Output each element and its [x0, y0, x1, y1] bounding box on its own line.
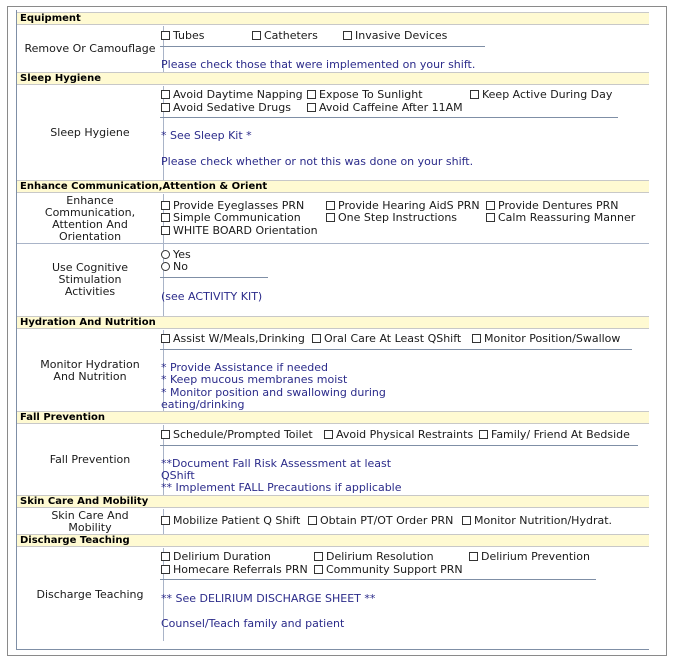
section-header-equipment: Equipment: [17, 12, 649, 25]
divider: [160, 579, 596, 580]
one-step-instructions-checkbox[interactable]: [326, 213, 335, 222]
provide-eyeglasses-option[interactable]: Provide Eyeglasses PRN: [161, 200, 304, 212]
community-support-checkbox[interactable]: [314, 565, 323, 574]
counsel-teach-note: Counsel/Teach family and patient: [161, 617, 345, 630]
provide-hearing-aids-checkbox[interactable]: [326, 201, 335, 210]
schedule-toilet-checkbox[interactable]: [161, 430, 170, 439]
delirium-resolution-option[interactable]: Delirium Resolution: [314, 551, 434, 563]
avoid-daytime-napping-option[interactable]: Avoid Daytime Napping: [161, 89, 303, 101]
oral-care-checkbox[interactable]: [312, 334, 321, 343]
avoid-sedative-drugs-checkbox[interactable]: [161, 103, 170, 112]
hydration-note-1: * Provide Assistance if needed: [161, 361, 329, 374]
delirium-resolution-checkbox[interactable]: [314, 552, 323, 561]
calm-reassuring-option[interactable]: Calm Reassuring Manner: [486, 212, 635, 224]
hydration-note-4: eating/drinking: [161, 398, 245, 411]
community-support-option[interactable]: Community Support PRN: [314, 564, 463, 576]
delirium-duration-checkbox[interactable]: [161, 552, 170, 561]
sleep-instruction-note: Please check whether or not this was done on your shift.: [161, 155, 474, 168]
simple-communication-checkbox[interactable]: [161, 213, 170, 222]
delirium-sheet-note: ** See DELIRIUM DISCHARGE SHEET **: [161, 592, 376, 605]
homecare-referrals-option[interactable]: Homecare Referrals PRN: [161, 564, 308, 576]
white-board-checkbox[interactable]: [161, 226, 170, 235]
mobilize-patient-option[interactable]: Mobilize Patient Q Shift: [161, 515, 300, 527]
calm-reassuring-checkbox[interactable]: [486, 213, 495, 222]
label-sleep-hygiene: Sleep Hygiene: [17, 86, 164, 180]
cognitive-no-option[interactable]: No: [161, 261, 188, 273]
monitor-nutrition-checkbox[interactable]: [462, 516, 471, 525]
avoid-caffeine-option[interactable]: Avoid Caffeine After 11AM: [307, 102, 463, 114]
obtain-pt-ot-option[interactable]: Obtain PT/OT Order PRN: [308, 515, 453, 527]
label-cognitive-stimulation: Use Cognitive Stimulation Activities: [17, 244, 164, 316]
expose-to-sunlight-option[interactable]: Expose To Sunlight: [307, 89, 423, 101]
avoid-caffeine-checkbox[interactable]: [307, 103, 316, 112]
divider: [160, 46, 485, 47]
fall-note-2: QShift: [161, 469, 195, 482]
keep-active-option[interactable]: Keep Active During Day: [470, 89, 612, 101]
hydration-note-2: * Keep mucous membranes moist: [161, 373, 348, 386]
label-monitor-hydration: Monitor Hydration And Nutrition: [17, 330, 164, 411]
divider: [160, 277, 268, 278]
provide-dentures-checkbox[interactable]: [486, 201, 495, 210]
delirium-prevention-option[interactable]: Delirium Prevention: [469, 551, 590, 563]
activity-kit-note: (see ACTIVITY KIT): [161, 290, 263, 303]
tubes-option[interactable]: Tubes: [161, 30, 205, 42]
divider: [160, 445, 638, 446]
catheters-option[interactable]: Catheters: [252, 30, 318, 42]
divider: [160, 117, 618, 118]
monitor-position-checkbox[interactable]: [472, 334, 481, 343]
oral-care-option[interactable]: Oral Care At Least QShift: [312, 333, 461, 345]
avoid-restraints-option[interactable]: Avoid Physical Restraints: [324, 429, 473, 441]
fall-note-1: **Document Fall Risk Assessment at least: [161, 457, 392, 470]
invasive-devices-checkbox[interactable]: [343, 31, 352, 40]
label-remove-or-camouflage: Remove Or Camouflage: [17, 26, 164, 72]
tubes-checkbox[interactable]: [161, 31, 170, 40]
delirium-prevention-checkbox[interactable]: [469, 552, 478, 561]
label-fall-prevention: Fall Prevention: [17, 425, 164, 495]
section-header-sleep-hygiene: Sleep Hygiene: [17, 72, 649, 85]
monitor-nutrition-option[interactable]: Monitor Nutrition/Hydrat.: [462, 515, 612, 527]
invasive-devices-option[interactable]: Invasive Devices: [343, 30, 447, 42]
mobilize-patient-checkbox[interactable]: [161, 516, 170, 525]
one-step-instructions-option[interactable]: One Step Instructions: [326, 212, 457, 224]
provide-hearing-aids-option[interactable]: Provide Hearing AidS PRN: [326, 200, 480, 212]
catheters-checkbox[interactable]: [252, 31, 261, 40]
label-discharge-teaching: Discharge Teaching: [17, 548, 164, 641]
avoid-sedative-drugs-option[interactable]: Avoid Sedative Drugs: [161, 102, 291, 114]
hydration-note-3: * Monitor position and swallowing during: [161, 386, 386, 399]
yes-radio[interactable]: [161, 250, 170, 259]
section-header-enhance-communication: Enhance Communication,Attention & Orient: [17, 180, 649, 193]
section-header-discharge-teaching: Discharge Teaching: [17, 534, 649, 547]
provide-eyeglasses-checkbox[interactable]: [161, 201, 170, 210]
no-radio[interactable]: [161, 262, 170, 271]
assist-meals-checkbox[interactable]: [161, 334, 170, 343]
equipment-note: Please check those that were implemented on your shift.: [161, 58, 476, 71]
section-header-fall-prevention: Fall Prevention: [17, 411, 649, 424]
expose-to-sunlight-checkbox[interactable]: [307, 90, 316, 99]
sleep-kit-note: * See Sleep Kit *: [161, 129, 252, 142]
divider: [160, 349, 632, 350]
fall-note-3: ** Implement FALL Precautions if applicable: [161, 481, 402, 494]
keep-active-checkbox[interactable]: [470, 90, 479, 99]
avoid-restraints-checkbox[interactable]: [324, 430, 333, 439]
section-header-hydration-nutrition: Hydration And Nutrition: [17, 316, 649, 329]
monitor-position-option[interactable]: Monitor Position/Swallow: [472, 333, 620, 345]
assist-meals-option[interactable]: Assist W/Meals,Drinking: [161, 333, 305, 345]
schedule-toilet-option[interactable]: Schedule/Prompted Toilet: [161, 429, 313, 441]
homecare-referrals-checkbox[interactable]: [161, 565, 170, 574]
label-enhance-communication: Enhance Communication, Attention And Orientation: [17, 194, 164, 243]
family-friend-option[interactable]: Family/ Friend At Bedside: [479, 429, 630, 441]
avoid-daytime-napping-checkbox[interactable]: [161, 90, 170, 99]
delirium-duration-option[interactable]: Delirium Duration: [161, 551, 271, 563]
family-friend-checkbox[interactable]: [479, 430, 488, 439]
section-header-skin-care: Skin Care And Mobility: [17, 495, 649, 508]
provide-dentures-option[interactable]: Provide Dentures PRN: [486, 200, 619, 212]
obtain-pt-ot-checkbox[interactable]: [308, 516, 317, 525]
simple-communication-option[interactable]: Simple Communication: [161, 212, 301, 224]
white-board-option[interactable]: WHITE BOARD Orientation: [161, 225, 318, 237]
label-skin-care: Skin Care And Mobility: [17, 509, 164, 534]
cognitive-yes-option[interactable]: Yes: [161, 249, 191, 261]
